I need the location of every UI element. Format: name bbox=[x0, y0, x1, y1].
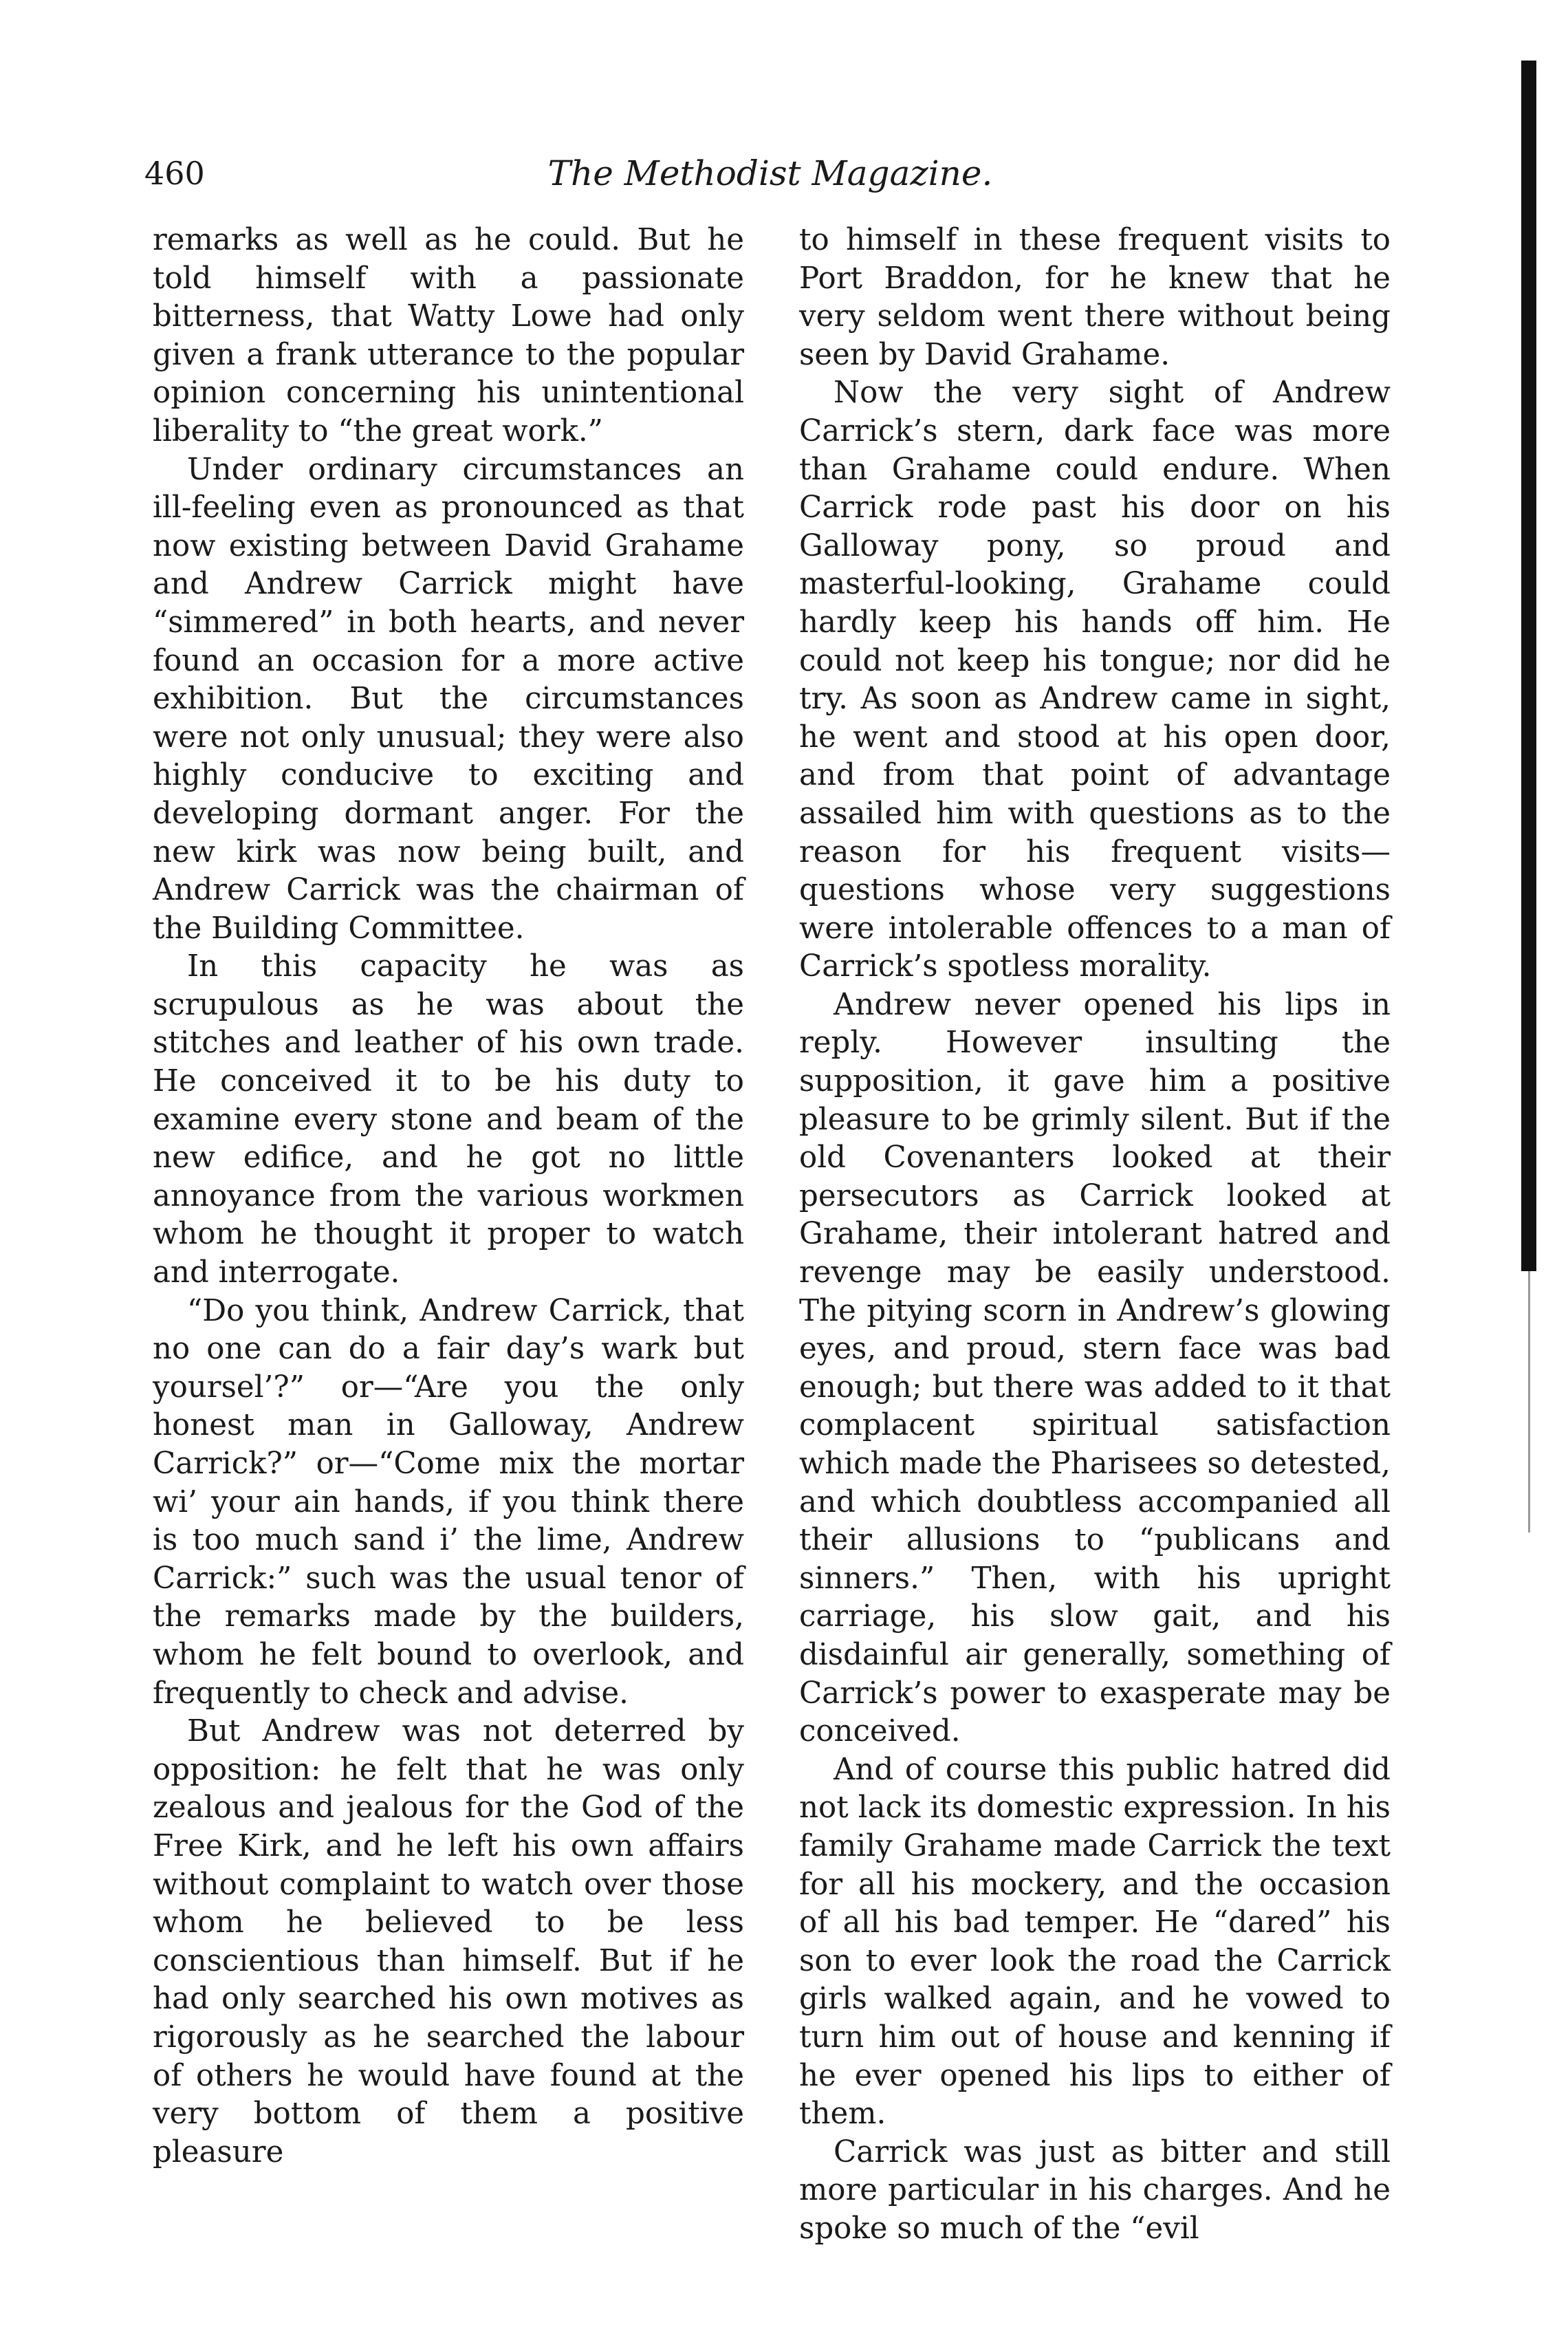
paragraph: And of course this public hatred did not lack its domestic expression. In his family Grahame made Carrick the text for all his mockery, and the occasion of all his bad temper. He “dared” his son to ever look the road the Carrick girls walked again, and he vowed to turn him out of house and kenning if he ever opened his lips to either of them. bbox=[799, 1752, 1391, 2132]
right-column bbox=[799, 221, 1391, 2248]
scan-edge-line bbox=[1528, 1271, 1530, 1533]
paragraph: Under ordinary circumstances an ill-feeling even as pronounced as that now existing between David Grahame and Andrew Carrick might have “simmered” in both hearts, and never found an occasion for a more active exhibition. But the circumstances were not only unusual; they were also highly conducive to exciting and developing dormant anger. For the new kirk was now being built, and Andrew Carrick was the chairman of the Building Committee. bbox=[153, 452, 744, 946]
paragraph: But Andrew was not deterred by opposition: he felt that he was only zealous and jealous for the God of the Free Kirk, and he left his own affairs without complaint to watch over those whom he believed to be less conscientious than himself. But if he had only searched his own motives as rigorously as he searched the labour of others he would have found at the very bottom of them a positive pleasure bbox=[153, 1714, 744, 2169]
paragraph: Now the very sight of Andrew Carrick’s stern, dark face was more than Grahame could endure. When Carrick rode past his door on his Galloway pony, so proud and masterful-looking, Grahame could hardly keep his hands off him. He could not keep his tongue; nor did he try. As soon as Andrew came in sight, he went and stood at his open door, and from that point of advantage assailed him with questions as to the reason for his frequent visits—questions whose very suggestions were intolerable offences to a man of Carrick’s spotless morality. bbox=[799, 376, 1391, 984]
scan-edge-bar bbox=[1521, 61, 1536, 1271]
left-column bbox=[153, 221, 744, 2172]
paragraph: Andrew never opened his lips in reply. However insulting the supposition, it gave him a positive pleasure to be grimly silent. But if the old Covenanters looked at their persecutors as Carrick looked at Grahame, their intolerant hatred and revenge may be easily understood. The pitying scorn in Andrew’s glowing eyes, and proud, stern face was bad enough; but there was added to it that complacent spiritual satisfaction which made the Pharisees so detested, and which doubtless accompanied all their allusions to “publicans and sinners.” Then, with his upright carriage, his slow gait, and his disdainful air generally, something of Carrick’s power to exasperate may be conceived. bbox=[799, 987, 1391, 1749]
page-number: 460 bbox=[144, 155, 205, 192]
page-header bbox=[144, 146, 1396, 208]
paragraph: “Do you think, Andrew Carrick, that no one can do a fair day’s wark but yoursel’?” or—“Are you the only honest man in Galloway, Andrew Carrick?” or—“Come mix the mortar wi’ your ain hands, if you think there is too much sand i’ the lime, Andrew Carrick:” such was the usual tenor of the remarks made by the builders, whom he felt bound to overlook, and frequently to check and advise. bbox=[153, 1293, 744, 1711]
running-title: The Methodist Magazine. bbox=[547, 153, 993, 193]
paragraph: remarks as well as he could. But he told himself with a passionate bitterness, that Watty Lowe had only given a frank utterance to the popular opinion concerning his unintentional liberality to “the great work.” bbox=[153, 223, 744, 448]
paragraph: to himself in these frequent visits to Port Braddon, for he knew that he very seldom went there without being seen by David Grahame. bbox=[799, 223, 1391, 372]
paragraph: Carrick was just as bitter and still more particular in his charges. And he spoke so much of the “evil bbox=[799, 2134, 1391, 2246]
paragraph: In this capacity he was as scrupulous as he was about the stitches and leather of his own trade. He conceived it to be his duty to examine every stone and beam of the new edifice, and he got no little annoyance from the various workmen whom he thought it proper to watch and interrogate. bbox=[153, 949, 744, 1290]
